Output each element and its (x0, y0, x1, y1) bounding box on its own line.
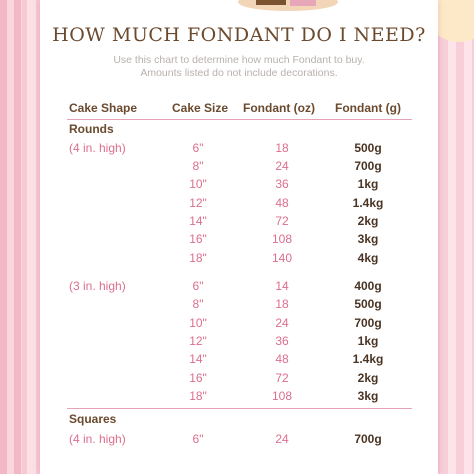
fondant-g-cell: 2kg (357, 214, 379, 228)
cake-size-cell: 12" (189, 334, 207, 348)
fondant-g-cell: 700g (354, 159, 382, 173)
fondant-g-cell: 700g (354, 432, 382, 446)
cake-size-cell: 6" (192, 279, 204, 293)
right-stripe-band (440, 0, 474, 474)
fondant-g-cell: 1kg (357, 334, 379, 348)
fondant-chart-card (40, 0, 438, 474)
fondant-oz-cell: 108 (271, 232, 293, 246)
fondant-g-cell: 400g (354, 279, 382, 293)
fondant-oz-cell: 48 (275, 196, 289, 210)
cake-size-cell: 14" (189, 352, 207, 366)
left-stripe-band (0, 0, 22, 474)
cake-size-cell: 6" (192, 432, 204, 446)
fondant-oz-cell: 18 (275, 141, 289, 155)
page-title: HOW MUCH FONDANT DO I NEED? (52, 24, 426, 46)
header-fondant-g: Fondant (g) (335, 101, 401, 115)
fondant-g-cell: 2kg (357, 371, 379, 385)
cake-height-label: (3 in. high) (69, 279, 126, 293)
header-cake-shape: Cake Shape (69, 101, 138, 115)
fondant-oz-cell: 108 (271, 389, 293, 403)
fondant-oz-cell: 48 (275, 352, 289, 366)
cake-size-cell: 14" (189, 214, 207, 228)
cake-size-cell: 18" (189, 251, 207, 265)
cake-size-cell: 16" (189, 371, 207, 385)
fondant-g-cell: 1kg (357, 177, 379, 191)
cake-size-cell: 12" (189, 196, 207, 210)
cake-size-cell: 10" (189, 316, 207, 330)
header-fondant-oz: Fondant (oz) (243, 101, 315, 115)
fondant-g-cell: 1.4kg (352, 352, 384, 366)
section-label: Squares (69, 412, 117, 426)
cake-size-cell: 10" (189, 177, 207, 191)
fondant-oz-cell: 24 (275, 159, 289, 173)
subtitle-line-1: Use this chart to determine how much Fondant to buy. (113, 54, 365, 66)
fondant-oz-cell: 24 (275, 316, 289, 330)
fondant-oz-cell: 36 (275, 334, 289, 348)
fondant-oz-cell: 140 (271, 251, 293, 265)
cake-size-cell: 8" (192, 297, 204, 311)
fondant-table (40, 0, 438, 474)
cake-size-cell: 18" (189, 389, 207, 403)
fondant-g-cell: 4kg (357, 251, 379, 265)
fondant-oz-cell: 72 (275, 371, 289, 385)
fondant-oz-cell: 24 (275, 432, 289, 446)
header-cake-size: Cake Size (172, 101, 229, 115)
fondant-g-cell: 500g (354, 297, 382, 311)
cake-height-label: (4 in. high) (69, 141, 126, 155)
cake-height-label: (4 in. high) (69, 432, 126, 446)
fondant-oz-cell: 14 (275, 279, 289, 293)
fondant-g-cell: 3kg (357, 232, 379, 246)
fondant-g-cell: 1.4kg (352, 196, 384, 210)
fondant-g-cell: 500g (354, 141, 382, 155)
fondant-g-cell: 3kg (357, 389, 379, 403)
fondant-oz-cell: 72 (275, 214, 289, 228)
fondant-oz-cell: 18 (275, 297, 289, 311)
subtitle-line-2: Amounts listed do not include decorations. (140, 67, 338, 79)
fondant-g-cell: 700g (354, 316, 382, 330)
cake-size-cell: 16" (189, 232, 207, 246)
fondant-oz-cell: 36 (275, 177, 289, 191)
section-label: Rounds (69, 122, 114, 136)
cake-size-cell: 6" (192, 141, 204, 155)
cake-size-cell: 8" (192, 159, 204, 173)
